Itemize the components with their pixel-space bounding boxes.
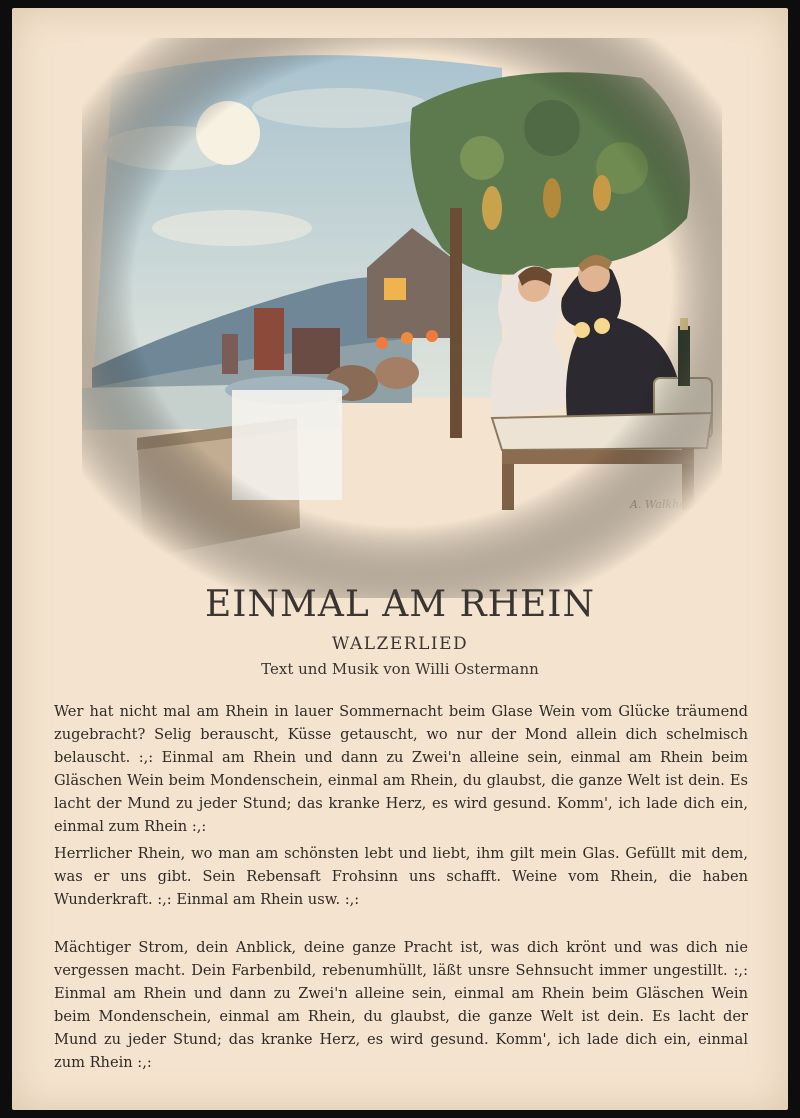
song-title: EINMAL AM RHEIN bbox=[204, 584, 595, 625]
verse-1: Wer hat nicht mal am Rhein in lauer Sommernacht beim Glase Wein vom Glücke träumend zugebracht? Selig berauscht, Küsse getauscht, wo nur der Mond allein dich schelmisch belauscht. :,: Einmal am Rhein und dann zu Zwei'n alleine sein, einmal am Rhein beim Gläschen Wein beim Mondenschein, einmal am Rhein, du glaubst, die ganze Welt ist dein. Es lacht der Mund zu jeder Stund; das kranke Herz, es wird gesund. Komm', ich lade dich ein, einmal zum Rhein :,: bbox=[54, 703, 748, 835]
song-subtitle: WALZERLIED bbox=[331, 634, 469, 654]
verse-3: Mächtiger Strom, dein Anblick, deine ganze Pracht ist, was dich krönt und was dich nie vergessen macht. Dein Farbenbild, rebenumhüllt, läßt unsre Sehnsucht immer ungestillt. :,: Einmal am Rhein und dann zu Zwei'n alleine sein, einmal am Rhein beim Gläschen Wein beim Mondenschein, einmal am Rhein, du glaubst, die ganze Welt ist dein. Es lacht der Mund zu jeder Stund; das kranke Herz, es wird gesund. Komm', ich lade dich ein, einmal zum Rhein :,: bbox=[54, 939, 748, 1071]
rhine-vineyard-illustration bbox=[82, 38, 722, 598]
verse-2: Herrlicher Rhein, wo man am schönsten lebt und liebt, ihm gilt mein Glas. Gefüllt mit dem, was er uns gibt. Sein Rebensaft Frohsinn uns schafft. Weine vom Rhein, die haben Wunderkraft. :,: Einmal am Rhein usw. :,: bbox=[54, 845, 748, 908]
song-credits: Text und Musik von Willi Ostermann bbox=[261, 660, 539, 678]
postcard bbox=[12, 8, 788, 1110]
